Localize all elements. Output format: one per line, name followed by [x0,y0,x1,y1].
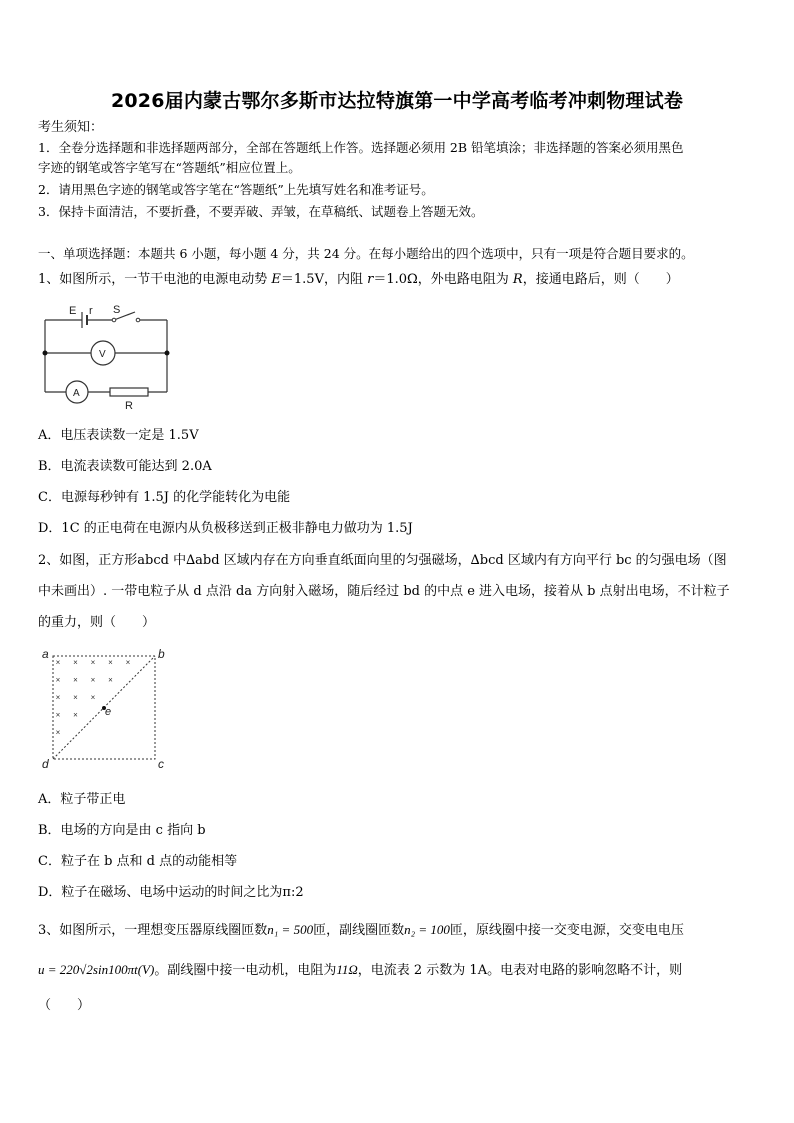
section-heading: 一、单项选择题：本题共 6 小题，每小题 4 分，共 24 分。在每小题给出的四个选项中，只有一项是符合题目要求的。 [38,246,694,261]
question-3-line-3: （ ） [38,998,91,1013]
q3-formula-n2: n₂ = 100 [404,922,450,937]
label-e: e [105,706,112,718]
q1-symbol-r: r [367,272,374,287]
label-r: r [89,305,93,317]
q1-option-a: A．电压表读数一定是 1.5V [38,428,199,443]
question-1-stem [38,272,679,288]
junction-right [165,351,170,356]
label-A: A [73,388,80,399]
switch-contact [112,318,116,322]
label-c: c [158,757,164,771]
q1-option-d: D．1C 的正电荷在电源内从负极移送到正极非静电力做功为 1.5J [38,521,413,536]
q3-text-part: ，电流表 2 示数为 1A。电表对电路的影响忽略不计，则 [357,963,683,978]
label-b: b [158,647,165,661]
field-cross: × [73,675,78,685]
q1-stem-part: ＝1.5V，内阻 [280,272,368,287]
question-3-line-2 [38,962,682,979]
field-cross: × [90,693,96,702]
field-cross: × [73,658,78,667]
q1-symbol-R: R [512,272,523,287]
square-field-diagram [38,644,168,774]
field-cross: × [55,693,61,702]
notice-item-1-line-1: 1．全卷分选择题和非选择题两部分，全部在答题纸上作答。选择题必须用 2B 铅笔填涂；非选择题的答案必须用黑色 [38,140,684,155]
field-cross: × [55,710,61,720]
q3-formula-resistance: 11Ω [336,962,358,977]
field-cross: × [55,658,61,667]
q3-formula-n1: n₁ = 500 [267,922,314,937]
q1-option-c: C．电源每秒钟有 1.5J 的化学能转化为电能 [38,490,291,505]
label-d: d [42,757,49,771]
question-2-line-3: 的重力，则（ ） [38,615,156,630]
notice-item-3: 3．保持卡面清洁，不要折叠，不要弄破、弄皱，在草稿纸、试题卷上答题无效。 [38,204,484,219]
field-cross: × [55,675,61,685]
label-R: R [125,400,133,412]
field-cross: × [90,658,96,667]
q2-option-a: A．粒子带正电 [38,792,126,807]
q3-text-part: 匝，原线圈中接一交变电源，交变电电压 [449,923,684,938]
field-cross: × [125,658,131,667]
question-2-line-1: 2、如图，正方形abcd 中∆abd 区域内存在方向垂直纸面向里的匀强磁场，∆bcd 区域内有方向平行 bc 的匀强电场（图 [38,553,727,568]
field-cross: × [90,675,96,685]
field-cross: × [73,693,78,702]
junction-left [43,351,48,356]
switch-contact [136,318,140,322]
question-3-line-1 [38,922,684,939]
q1-symbol-E: E [271,272,281,287]
notice-item-1-line-2: 字迹的钢笔或答字笔写在“答题纸”相应位置上。 [38,160,301,175]
q2-option-c: C．粒子在 b 点和 d 点的动能相等 [38,854,238,869]
q1-stem-part: ＝1.0Ω，外电路电阻为 [373,272,513,287]
q3-text-part: 3、如图所示，一理想变压器原线圈匝数 [38,923,268,938]
q2-option-b: B．电场的方向是由 c 指向 b [38,823,206,838]
label-E: E [69,305,77,317]
q1-stem-part: 1、如图所示，一节干电池的电源电动势 [38,272,272,287]
circuit-diagram [38,296,178,416]
page-title: 2026届内蒙古鄂尔多斯市达拉特旗第一中学高考临考冲刺物理试卷 [110,90,684,112]
field-cross: × [73,710,78,720]
q3-text-part: 。副线圈中接一电动机，电阻为 [154,963,337,978]
question-2-line-2: 中未画出）. 一带电粒子从 d 点沿 da 方向射入磁场，随后经过 bd 的中点 e 进入电场，接着从 b 点射出电场，不计粒子 [38,584,730,599]
notice-heading: 考生须知： [38,120,104,135]
q3-formula-voltage: u = 220√2sin100πt(V) [38,962,155,977]
field-cross: × [108,658,113,667]
q1-option-b: B．电流表读数可能达到 2.0A [38,459,212,474]
label-a: a [42,647,49,661]
field-cross: × [108,675,113,685]
q3-text-part: 匝，副线圈匝数 [313,923,405,938]
resistor-box [110,388,148,396]
q1-stem-part: ，接通电路后，则（ ） [522,272,679,287]
label-S: S [113,304,121,316]
q2-option-d: D．粒子在磁场、电场中运动的时间之比为π:2 [38,885,304,900]
label-V: V [99,349,106,360]
field-cross: × [55,728,61,737]
magnetic-field-crosses [56,658,131,737]
notice-item-2: 2．请用黑色字迹的钢笔或答字笔在“答题纸”上先填写姓名和准考证号。 [38,182,434,197]
